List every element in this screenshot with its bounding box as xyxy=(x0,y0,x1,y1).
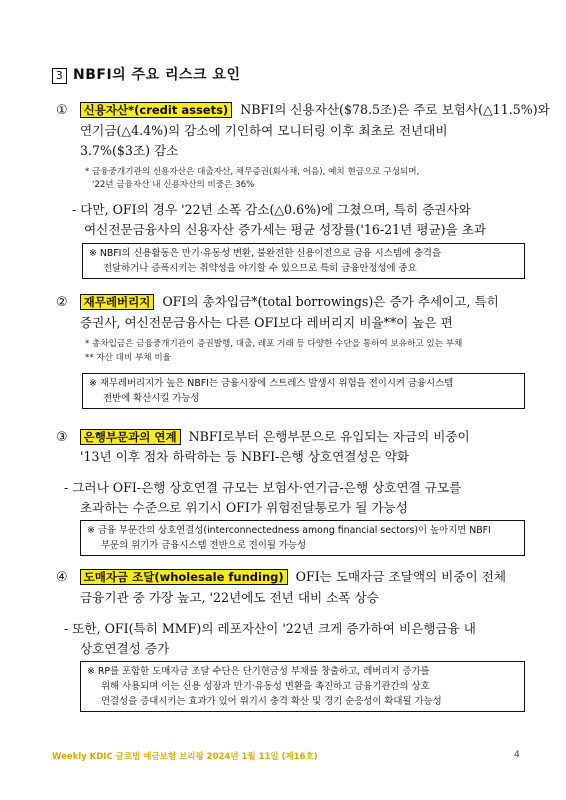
dash-1-line-2: 여신전문금융사의 신용자산 증가세는 평균 성장률('16-21년 평균)을 초과 xyxy=(84,222,487,237)
item-1-line-1 xyxy=(56,100,550,120)
section-title-text: NBFI의 주요 리스크 요인 xyxy=(73,67,241,83)
note-box-1-line-1: ※ NBFI의 신용활동은 만기·유동성 변환, 불완전한 신용이전으로 금융 시스템에 충격을 xyxy=(89,248,442,259)
item-1-number: ① xyxy=(56,103,68,118)
item-3-text-1: NBFI로부터 은행부문으로 유입되는 자금의 비중이 xyxy=(188,429,470,444)
note-box-3-line-1: ※ 금융 부문간의 상호연결성(interconnectedness among financial sectors)이 높아지면 NBFI xyxy=(87,525,491,536)
item-1-text-1: NBFI의 신용자산($78.5조)은 주로 보험사(△11.5%)와 xyxy=(240,102,550,117)
note-box-4 xyxy=(80,661,525,712)
note-box-2-line-2: 전반에 확산시킬 가능성 xyxy=(103,393,200,404)
footnote-1-line-1: * 금융중개기관의 신용자산은 대출자산, 채무증권(회사채, 어음), 예치 현금으로 구성되며, xyxy=(85,167,420,177)
item-2-line-2: 증권사, 여신전문금융사는 다른 OFI보다 레버리지 비율**이 높은 편 xyxy=(80,315,453,330)
item-4-line-1 xyxy=(56,567,506,587)
item-2-tag: 재무레버리지 xyxy=(80,294,155,310)
item-4-tag: 도매자금 조달(wholesale funding) xyxy=(80,569,288,585)
note-box-1-line-2: 전달하거나 증폭시키는 취약성을 야기할 수 있으므로 특히 금융안정성에 중요 xyxy=(103,263,417,274)
section-number: 3 xyxy=(52,68,67,84)
item-3-line-2: '13년 이후 점차 하락하는 등 NBFI-은행 상호연결성은 약화 xyxy=(80,449,410,464)
item-1-line-3: 3.7%($3조) 감소 xyxy=(80,143,179,158)
item-3-number: ③ xyxy=(56,430,68,445)
note-box-4-line-1: ※ RP를 포함한 도매자금 조달 수단은 단기현금성 부채를 창출하고, 레버리지 증가를 xyxy=(87,666,430,677)
dash-3-line-2: 초과하는 수준으로 위기시 OFI가 위험전달통로가 될 가능성 xyxy=(80,500,408,515)
dash-4-line-1: - 또한, OFI(특히 MMF)의 레포자산이 '22년 크게 증가하여 비은행금융 내 xyxy=(64,621,476,636)
note-box-3-line-2: 부문의 위기가 금융시스템 전반으로 전이될 가능성 xyxy=(101,540,307,551)
item-1-line-2: 연기금(△4.4%)의 감소에 기인하여 모니터링 이후 최초로 전년대비 xyxy=(80,123,448,138)
item-3-tag: 은행부문과의 연계 xyxy=(80,429,181,445)
note-box-4-line-3: 연결성을 증대시키는 효과가 있어 위기시 충격 확산 및 경기 순응성이 확대될 가능성 xyxy=(101,696,442,707)
item-4-line-2: 금융기관 중 가장 높고, '22년에도 전년 대비 소폭 상승 xyxy=(80,590,379,605)
footnote-2-line-1: * 총차입금은 금융중개기관이 증권발행, 대출, 레포 거래 등 다양한 수단을 통하여 보유하고 있는 부채 xyxy=(85,339,463,349)
footer-text: Weekly KDIC 글로벌 예금보험 브리핑 2024년 1월 11일 (제16호) xyxy=(52,752,318,762)
section-title xyxy=(52,64,240,84)
dash-1-line-1: - 다만, OFI의 경우 '22년 소폭 감소(△0.6%)에 그쳤으며, 특히 증권사와 xyxy=(72,202,471,217)
item-2-text-1: OFI의 총차입금*(total borrowings)은 증가 추세이고, 특히 xyxy=(162,294,499,309)
footnote-2-line-2: ** 자산 대비 부채 비율 xyxy=(85,353,171,363)
item-2-line-1 xyxy=(56,292,499,312)
note-box-2 xyxy=(82,373,525,409)
note-box-3 xyxy=(80,520,525,556)
note-box-2-line-1: ※ 재무레버리지가 높은 NBFI는 금융시장에 스트레스 발생시 위험을 전이시켜 금융시스템 xyxy=(89,378,454,389)
item-4-number: ④ xyxy=(56,570,68,585)
item-1-tag: 신용자산*(credit assets) xyxy=(80,102,233,118)
dash-3-line-1: - 그러나 OFI-은행 상호연결 규모는 보험사·연기금-은행 상호연결 규모를 xyxy=(64,480,462,495)
note-box-4-line-2: 위해 사용되며 이는 신용 성장과 만기·유동성 변환을 촉진하고 금융기관간의 상호 xyxy=(101,681,430,692)
item-3-line-1 xyxy=(56,427,470,447)
dash-4-line-2: 상호연결성 증가 xyxy=(80,641,170,656)
page-number: 4 xyxy=(514,750,520,760)
item-4-text-1: OFI는 도매자금 조달액의 비중이 전체 xyxy=(295,569,507,584)
footnote-1-line-2: '22년 금융자산 내 신용자산의 비중은 36% xyxy=(92,180,255,190)
item-2-number: ② xyxy=(56,295,68,310)
note-box-1 xyxy=(82,243,525,279)
